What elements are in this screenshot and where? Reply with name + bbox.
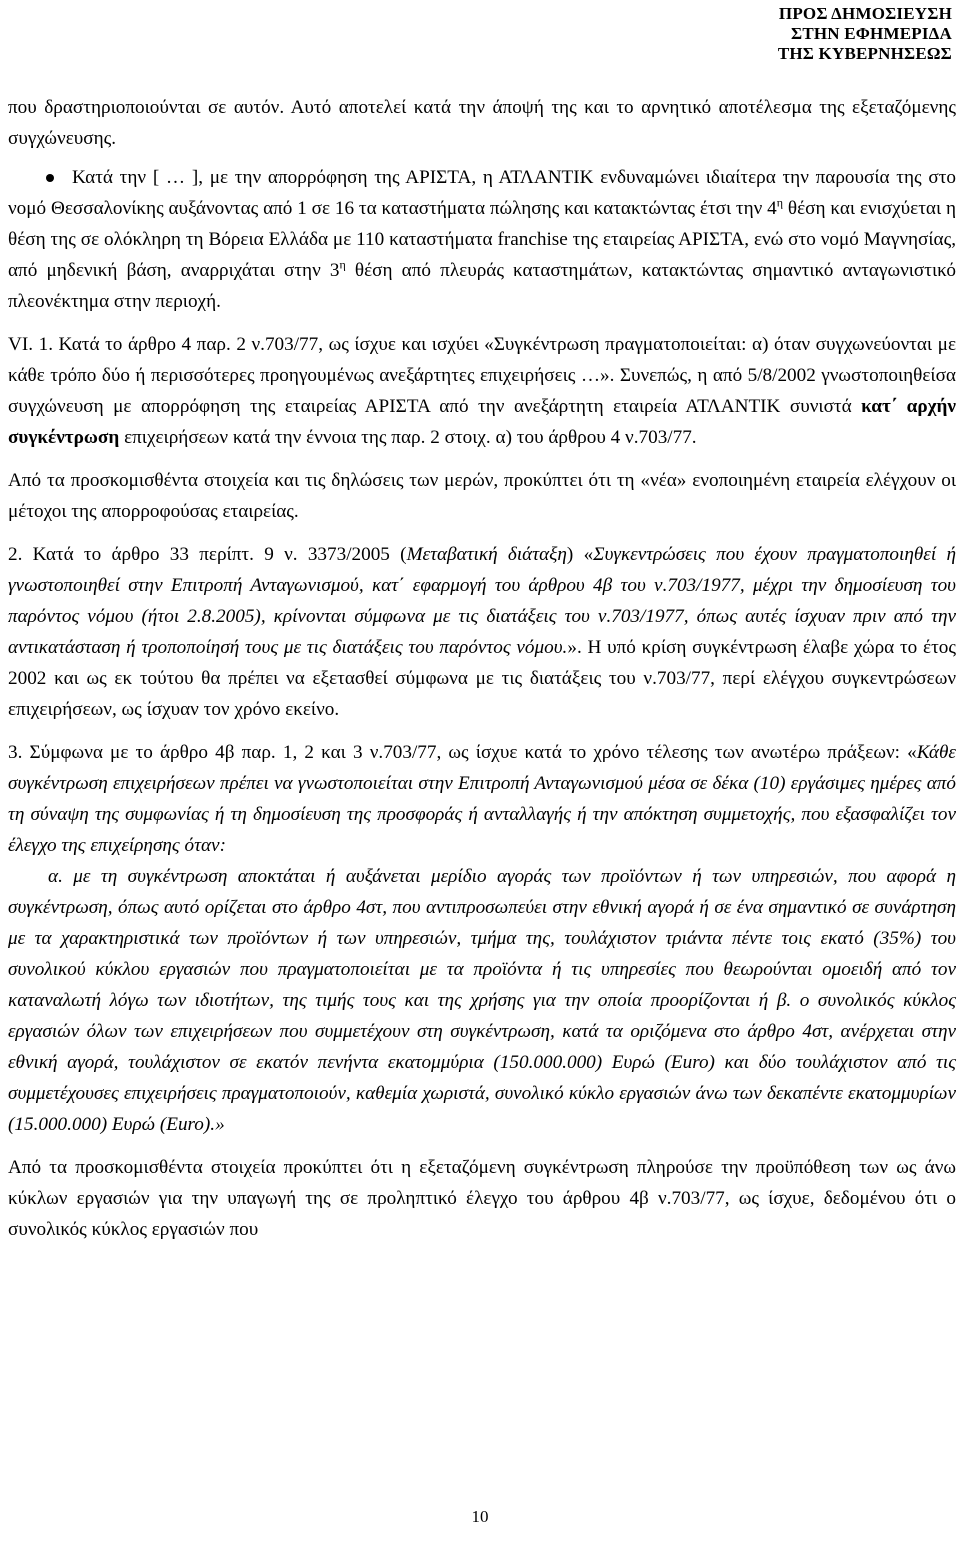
superscript-1: η <box>776 195 784 210</box>
page-number: 10 <box>471 1507 489 1526</box>
final-paragraph: Από τα προσκομισθέντα στοιχεία προκύπτει ότι η εξεταζόμενη συγκέντρωση πληρούσε την προϋπόθεση των ως άνω κύκλων εργασιών για την υπαγωγή της σε προληπτικό έλεγχο του άρθρου 4β ν.703/77, ως ίσχυε, δεδομένου ότι ο συνολικός κύκλος εργασιών που <box>8 1157 956 1240</box>
section-vi-text-1: VI. 1. Κατά το άρθρο 4 παρ. 2 ν.703/77, ως ίσχυε και ισχύει «Συγκέντρωση πραγματοποιείται: α) όταν συγχωνεύονται με κάθε τρόπο δύο ή περισσότερες προηγουμένως ανεξάρτητες επιχειρήσεις …». Συνεπώς, η από 5/8/2002 γνωστοποιηθείσα συγχώνευση με απορρόφηση της εταιρείας ΑΡΙΣΤΑ από την ανεξάρτητη εταιρεία ΑΤΛΑΝΤΙΚ συνιστά <box>8 334 956 417</box>
section-2-text-1: 2. Κατά το άρθρο 33 περίπτ. 9 ν. 3373/2005 ( <box>8 544 407 565</box>
publication-header <box>778 4 952 64</box>
section-3-paragraph <box>8 737 956 861</box>
section-vi-text-2: επιχειρήσεων κατά την έννοια της παρ. 2 στοιχ. α) του άρθρου 4 ν.703/77. <box>119 427 697 448</box>
header-line-3: ΤΗΣ ΚΥΒΕΡΝΗΣΕΩΣ <box>777 44 952 63</box>
bullet-text-part-1: Κατά την [ … ], με την απορρόφηση της ΑΡΙΣΤΑ, η ΑΤΛΑΝΤΙΚ ενδυναμώνει ιδιαίτερα την παρουσία της στο νομό Θεσσαλονίκης αυξάνοντας από 1 σε 16 τα καταστήματα πώλησης και κατακτώντας έτσι την 4 <box>8 167 956 219</box>
bullet-icon <box>46 174 54 182</box>
section-vi-bold: κατ΄ αρχήν συγκέντρωση <box>8 396 956 448</box>
item-a-paragraph: α. με τη συγκέντρωση αποκτάται ή αυξάνεται μερίδιο αγοράς των προϊόντων ή των υπηρεσιών, που αφορά η συγκέντρωση, όπως αυτό ορίζεται στο άρθρο 4στ, που αντιπροσωπεύει στην εθνική αγορά ή σε ένα σημαντικό σε συνάρτηση με τα χαρακτηριστικά των προϊόντων ή των υπηρεσιών, τμήμα της, τουλάχιστον τριάντα πέντε τοις εκατό (35%) του συνολικού κύκλου εργασιών που πραγματοποιείται με τα προϊόντα ή τις υπηρεσίες που θεωρούνται ομοειδή από τον καταναλωτή λόγω των ιδιοτήτων, της τιμής τους και της χρήσης για την οποία προορίζονται ή β. ο συνολικός κύκλος εργασιών όλων των επιχειρήσεων που συμμετέχουν στη συγκέντρωση, κατά τα οριζόμενα στο άρθρο 4στ, ανέρχεται στην εθνική αγορά, τουλάχιστον σε εκατόν πενήντα εκατομμύρια (150.000.000) Ευρώ (Euro) και δύο τουλάχιστον από τις συμμετέχουσες επιχειρήσεις πραγματοποιούν, καθεμία χωριστά, συνολικό κύκλο εργασιών άνω των δεκαπέντε εκατομμυρίων (15.000.000) Ευρώ (Euro).» <box>8 866 956 1135</box>
section-3-italic-1: Κάθε συγκέντρωση επιχειρήσεων πρέπει να γνωστοποιείται στην Επιτροπή Ανταγωνισμού μέσα σε δέκα (10) εργάσιμες ημέρες από τη σύναψη της συμφωνίας ή τη δημοσίευση της προσφοράς ή ανταλλαγής ή την απόκτηση συμμετοχής, που εξασφαλίζει τον έλεγχο της επιχείρησης όταν: <box>8 742 956 856</box>
header-line-2: ΣΤΗΝ ΕΦΗΜΕΡΙΔΑ <box>791 24 952 43</box>
bullet-text <box>8 162 956 317</box>
intro-paragraph: που δραστηριοποιούνται σε αυτόν. Αυτό αποτελεί κατά την άποψή της και το αρνητικό αποτέλεσμα της εξεταζόμενης συγχώνευσης. <box>8 97 956 149</box>
section-vi-paragraph <box>8 329 956 453</box>
header-line-1: ΠΡΟΣ ΔΗΜΟΣΙΕΥΣΗ <box>778 4 952 23</box>
section-3-text-1: 3. Σύμφωνα με το άρθρο 4β παρ. 1, 2 και 3 ν.703/77, ως ίσχυε κατά το χρόνο τέλεσης των ανωτέρω πράξεων: « <box>8 742 917 763</box>
section-2-text-3: ». Η υπό κρίση συγκέντρωση έλαβε χώρα το έτος 2002 και ως εκ τούτου θα πρέπει να εξετασθεί σύμφωνα με τις διατάξεις του ν.703/77, περί ελέγχου συγκεντρώσεων επιχειρήσεων, ως ίσχυαν τον χρόνο εκείνο. <box>8 637 956 720</box>
section-2-paragraph <box>8 539 956 725</box>
bullet-paragraph <box>8 162 956 317</box>
section-2-italic-1: Μεταβατική διάταξη <box>406 544 567 565</box>
section-2-italic-2: Συγκεντρώσεις που έχουν πραγματοποιηθεί ή γνωστοποιηθεί στην Επιτροπή Ανταγωνισμού, κατ΄ εφαρμογή του άρθρου 4β του ν.703/1977, μέχρι την δημοσίευση του παρόντος νόμου (ήτοι 2.8.2005), κρίνονται σύμφωνα με τις διατάξεις του ν.703/1977, όπως αυτές ίσχυαν πριν από την αντικατάσταση ή τροποποίησή τους με τις διατάξεις του παρόντος νόμου. <box>8 544 956 658</box>
bullet-text-part-3: θέση από πλευράς καταστημάτων, κατακτώντας σημαντικό ανταγωνιστικό πλεονέκτημα στην περιοχή. <box>8 260 956 312</box>
superscript-2: η <box>339 257 346 272</box>
control-paragraph: Από τα προσκομισθέντα στοιχεία και τις δηλώσεις των μερών, προκύπτει ότι τη «νέα» ενοποιημένη εταιρεία ελέγχουν οι μέτοχοι της απορροφούσας εταιρείας. <box>8 470 956 522</box>
section-2-text-2: ) « <box>566 544 594 565</box>
document-body <box>8 92 956 1245</box>
bullet-text-part-2: θέση και ενισχύεται η θέση της σε ολόκληρη τη Βόρεια Ελλάδα με 110 καταστήματα franchise της εταιρείας ΑΡΙΣΤΑ, ενώ στο νομό Μαγνησίας, από μηδενική βάση, αναρριχάται στην 3 <box>8 198 956 281</box>
